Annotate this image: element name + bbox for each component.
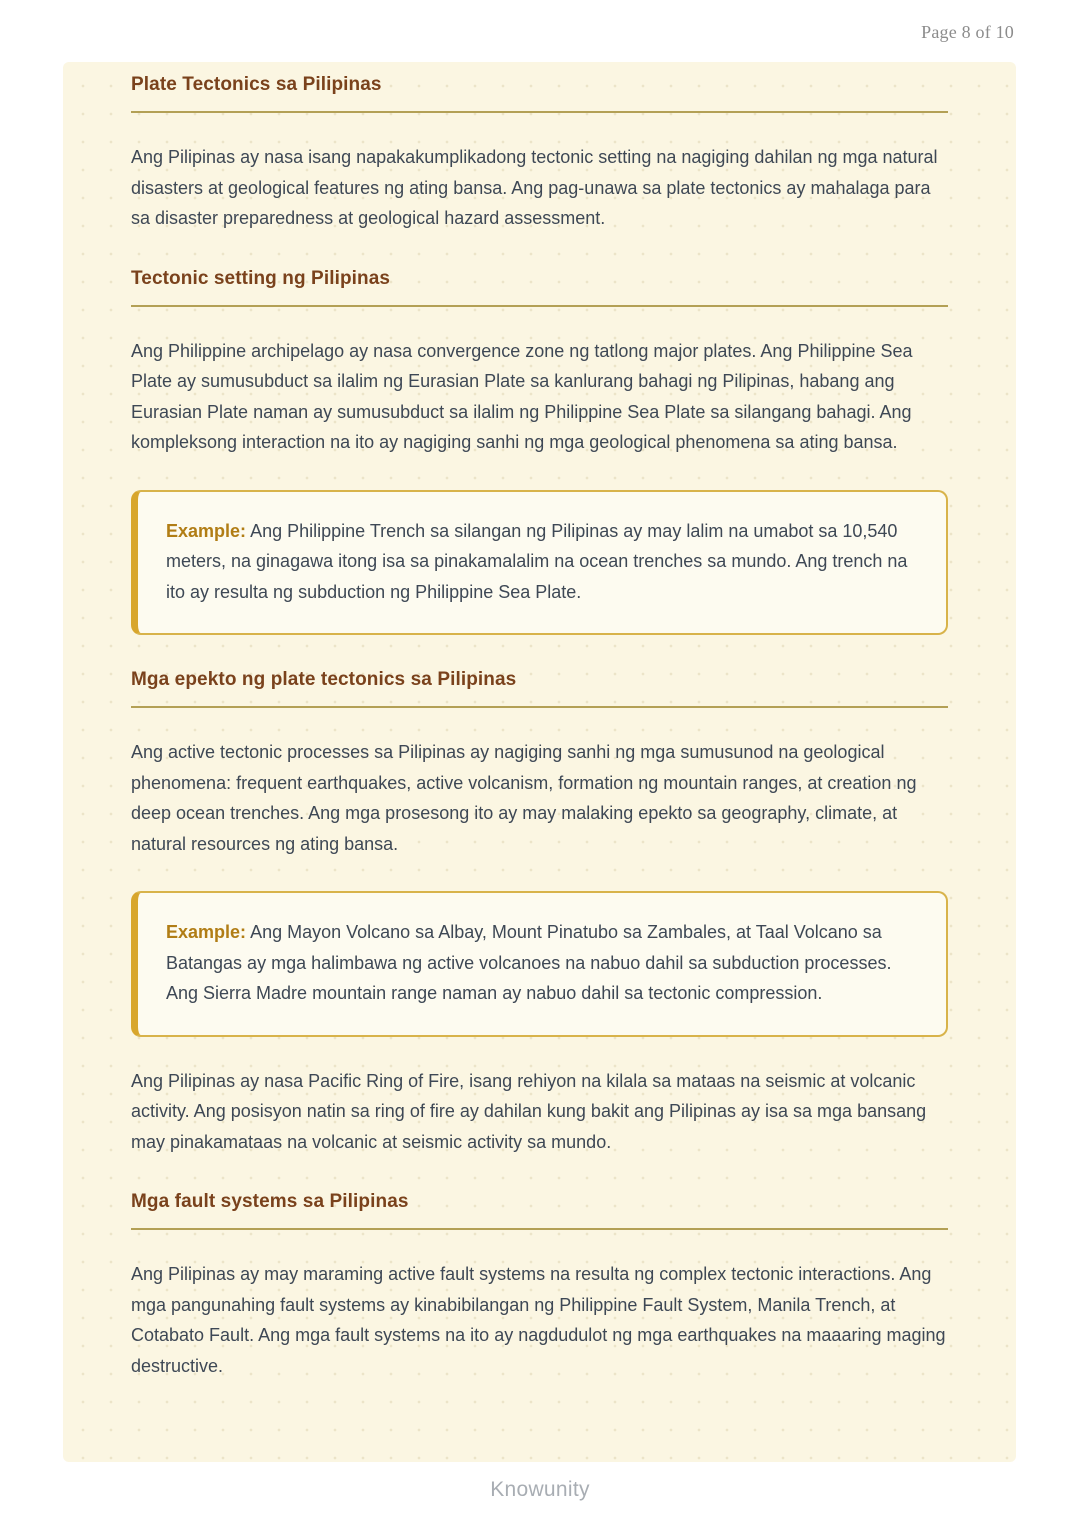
footer-brand: Knowunity (490, 1478, 590, 1501)
example-text: Ang Mayon Volcano sa Albay, Mount Pinatubo sa Zambales, at Taal Volcano sa Batangas ay mga halimbawa ng active volcanoes na nabuo dahil sa subduction processes. Ang Sierra Madre mountain range naman ay nabuo dahil sa tectonic compression. (166, 922, 892, 1003)
section-heading: Mga fault systems sa Pilipinas (131, 1191, 948, 1230)
paragraph: Ang Pilipinas ay nasa isang napakakumplikadong tectonic setting na nagiging dahilan ng mga natural disasters at geological features ng ating bansa. Ang pag-unawa sa plate tectonics ay mahalaga para sa disaster preparedness at geological hazard assessment. (131, 147, 938, 228)
example-text: Ang Philippine Trench sa silangan ng Pilipinas ay may lalim na umabot sa 10,540 meters, na ginagawa itong isa sa pinakamalalim na ocean trenches sa mundo. Ang trench na ito ay resulta ng subduction ng Philippine Sea Plate. (166, 520, 908, 602)
paragraph: Ang Pilipinas ay may maraming active fault systems na resulta ng complex tectonic interactions. Ang mga pangunahing fault systems ay kinabibilangan ng Philippine Fault System, Manila Trench, at Cotabato Fault. Ang mga fault systems na ito ay nagdudulot ng mga earthquakes na maaaring maging destructive. (131, 1264, 946, 1376)
paragraph: Ang Pilipinas ay nasa Pacific Ring of Fire, isang rehiyon na kilala sa mataas na seismic at volcanic activity. Ang posisyon natin sa ring of fire ay dahilan kung bakit ang Pilipinas ay isa sa mga bansang may pinakamataas na volcanic at seismic activity sa mundo. (131, 1070, 927, 1152)
example-label: Example: (166, 520, 247, 541)
paragraph: Ang active tectonic processes sa Pilipinas ay nagiging sanhi ng mga sumusunod na geological phenomena: frequent earthquakes, active volcanism, formation ng mountain ranges, at creation ng deep ocean trenches. Ang mga prosesong ito ay may malaking epekto sa geography, climate, at natural resources ng ating bansa. (131, 742, 917, 854)
example-box (131, 891, 948, 1037)
section-heading: Tectonic setting ng Pilipinas (131, 268, 948, 307)
page-number: Page 8 of 10 (921, 22, 1014, 42)
paragraph: Ang Philippine archipelago ay nasa convergence zone ng tatlong major plates. Ang Philippine Sea Plate ay sumusubduct sa ilalim ng Eurasian Plate sa kanlurang bahagi ng Pilipinas, habang ang Eurasian Plate naman ay sumusubduct sa ilalim ng Philippine Sea Plate sa silangang bahagi. Ang kompleksong interaction na ito ay nagiging sanhi ng mga geological phenomena sa ating bansa. (131, 340, 913, 452)
example-label: Example: (166, 922, 247, 942)
example-box (131, 490, 948, 636)
document-page (63, 62, 1016, 1462)
section-heading: Plate Tectonics sa Pilipinas (131, 74, 948, 113)
section-heading: Mga epekto ng plate tectonics sa Pilipinas (131, 669, 948, 708)
